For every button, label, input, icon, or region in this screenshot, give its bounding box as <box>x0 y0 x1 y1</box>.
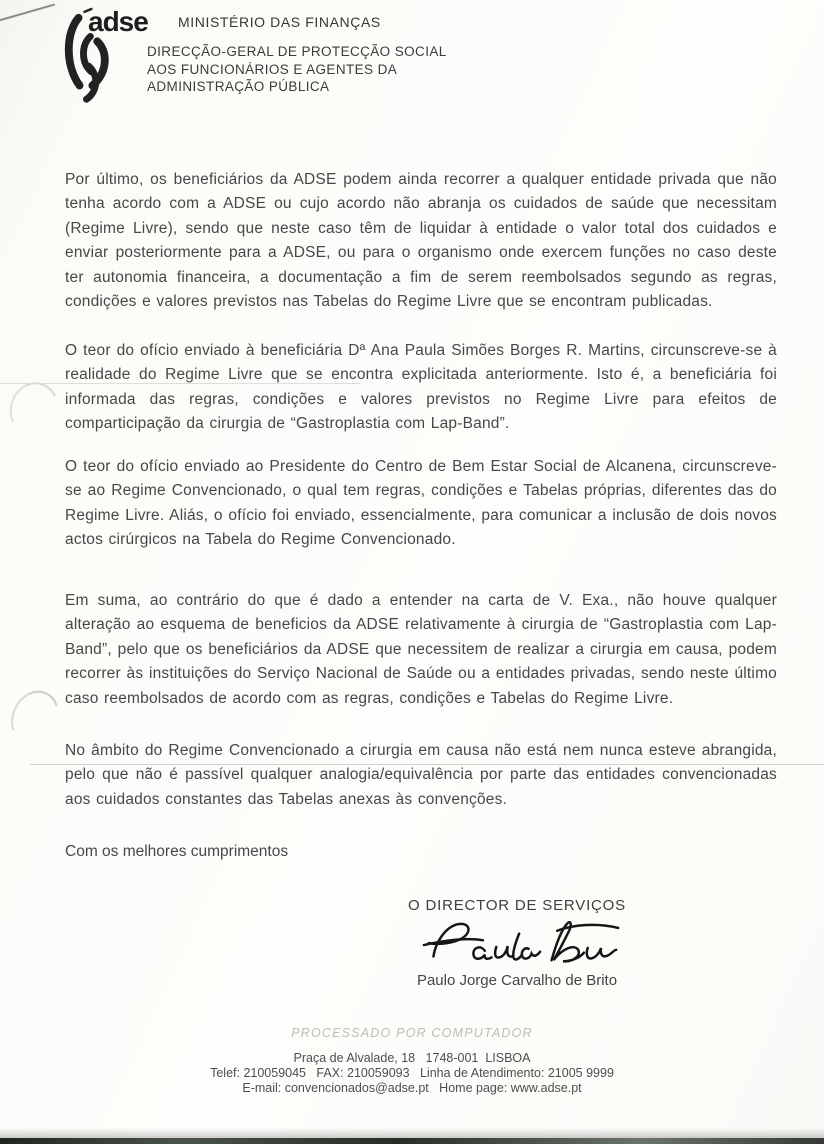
letter-paragraph: Por último, os beneficiários da ADSE podem ainda recorrer a qualquer entidade privada que não tenha acordo com a ADSE ou cujo acordo não abranja os cuidados de saúde que necessitam (Regime Livre), sendo que neste caso têm de liquidar à entidade o valor total dos cuidados e enviar posteriormente para a ADSE, ou para o organismo onde exercem funções no caso deste ter autonomia financeira, a documentação a fim de serem reembolsados segundo as regras, condições e valores previstos nas Tabelas do Regime Livre que se encontram publicadas. <box>65 171 777 311</box>
processed-by-computer-stamp: PROCESSADO POR COMPUTADOR <box>291 1026 533 1040</box>
department-line: DIRECÇÃO-GERAL DE PROTECÇÃO SOCIAL <box>147 44 447 59</box>
adse-logo-text: adse <box>88 6 148 37</box>
closing-salutation: Com os melhores cumprimentos <box>65 843 289 860</box>
signer-role-title: O DIRECTOR DE SERVIÇOS <box>408 897 626 914</box>
footer-email-homepage: E-mail: convencionados@adse.pt Home page: www.adse.pt <box>242 1081 582 1095</box>
letter-paragraph: O teor do ofício enviado ao Presidente do Centro de Bem Estar Social de Alcanena, circunscreve-se ao Regime Convencionado, o qual tem regras, condições e Tabelas próprias, diferentes das do Regime Livre. Aliás, o ofício foi enviado, essencialmente, para comunicar a inclusão de dois novos actos cirúrgicos na Tabela do Regime Convencionado. <box>65 458 777 549</box>
signer-name: Paulo Jorge Carvalho de Brito <box>416 972 618 989</box>
footer-phone-fax: Telef: 210059045 FAX: 210059093 Linha de Atendimento: 21005 9999 <box>210 1066 614 1080</box>
ministry-title: MINISTÉRIO DAS FINANÇAS <box>178 14 381 30</box>
punch-hole-shadow <box>3 376 65 442</box>
footer-address: Praça de Alvalade, 18 1748-001 LISBOA <box>293 1051 531 1065</box>
department-line: ADMINISTRAÇÃO PÚBLICA <box>147 79 330 94</box>
scan-bottom-edge <box>0 1138 824 1144</box>
scan-corner-artifact <box>0 3 55 22</box>
letter-paragraph: No âmbito do Regime Convencionado a cirurgia em causa não está nem nunca esteve abrangida, pelo que não é passível qualquer analogia/equivalência por parte das entidades convencionadas aos cuidados constantes das Tabelas anexas às convenções. <box>65 742 777 808</box>
scan-bottom-shadow <box>0 1128 824 1138</box>
department-line: AOS FUNCIONÁRIOS E AGENTES DA <box>147 61 398 77</box>
letter-paragraph: O teor do ofício enviado à beneficiária Dª Ana Paula Simões Borges R. Martins, circunscreve-se à realidade do Regime Livre que se encontra explicitada anteriormente. Isto é, a beneficiária foi informada das regras, condições e valores previstos no Regime Livre para efeitos de comparticipação da cirurgia de “Gastroplastia com Lap-Band”. <box>65 342 777 433</box>
letter-paragraph: Em suma, ao contrário do que é dado a entender na carta de V. Exa., não houve qualquer alteração ao esquema de beneficios da ADSE relativamente à cirurgia de “Gastroplastia com Lap-Band”, pelo que os beneficiários da ADSE que necessitem de realizar a cirurgia em causa, podem recorrer às instituições do Serviço Nacional de Saúde ou a entidades privadas, sendo neste último caso reembolsados de acordo com as regras, condições e Tabelas do Regime Livre. <box>65 592 777 707</box>
punch-hole-shadow <box>3 683 68 753</box>
signature-image <box>422 916 622 976</box>
department-title <box>147 43 447 96</box>
